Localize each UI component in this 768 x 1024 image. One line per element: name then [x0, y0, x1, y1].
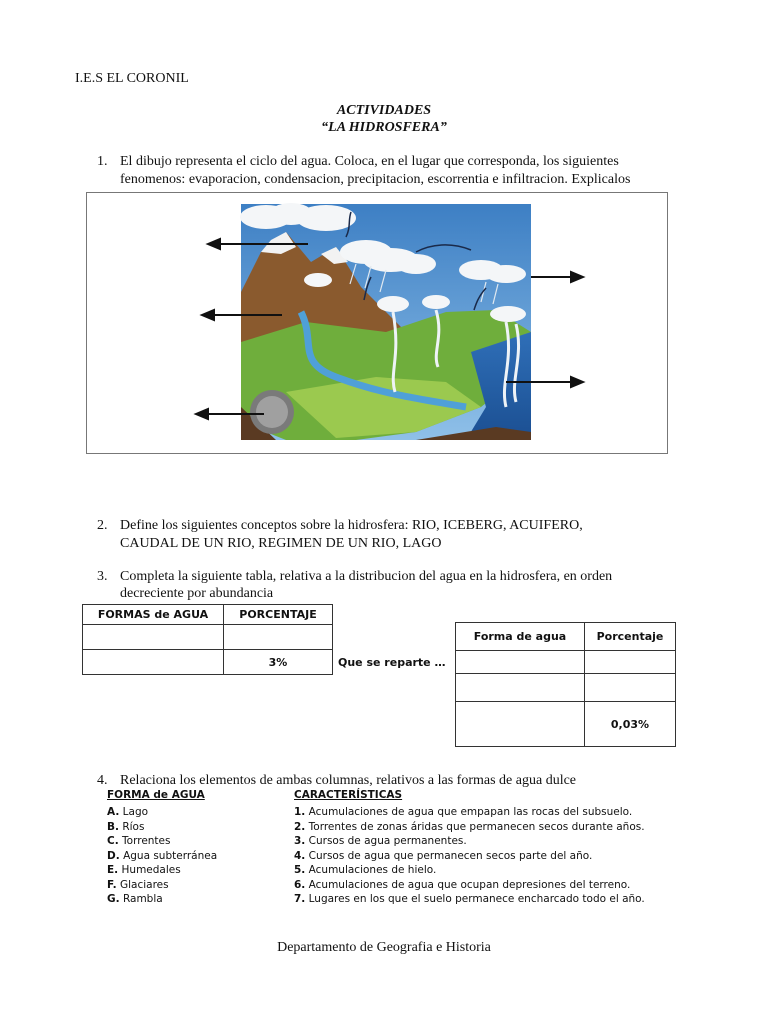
question-2-line-2: CAUDAL DE UN RIO, REGIMEN DE UN RIO, LAGO [120, 536, 442, 551]
school-header: I.E.S EL CORONIL [75, 71, 189, 86]
question-4-number: 4. [97, 773, 108, 788]
characteristic-text: Acumulaciones de agua que empapan las rocas del subsuelo. [308, 806, 633, 818]
matching-right-header: CARACTERÍSTICAS [294, 789, 403, 801]
question-3-number: 3. [97, 569, 108, 584]
question-2-line-1: Define los siguientes conceptos sobre la hidrosfera: RIO, ICEBERG, ACUIFERO, [120, 518, 583, 533]
question-4-line-1: Relaciona los elementos de ambas columnas, relativos a las formas de agua dulce [120, 773, 577, 788]
question-1-line-2: fenomenos: evaporacion, condensacion, precipitacion, escorrentia e infiltracion. Explicalos [120, 172, 631, 187]
characteristic-text: Acumulaciones de agua que ocupan depresiones del terreno. [308, 878, 631, 891]
table2-cell[interactable]: 0,03% [585, 702, 676, 747]
water-form-text: Glaciares [119, 878, 169, 891]
water-form-text: Rambla [122, 893, 163, 905]
question-3-line-2: decreciente por abundancia [120, 586, 274, 601]
table2-header-percentage: Porcentaje [585, 623, 676, 651]
water-form-item [107, 878, 169, 892]
table2-cell[interactable] [585, 651, 676, 674]
table2-cell[interactable] [456, 702, 585, 747]
table1-header-percentage: PORCENTAJE [224, 605, 333, 625]
characteristic-item [294, 820, 645, 834]
table1-cell[interactable]: 3% [224, 650, 333, 675]
characteristic-text: Cursos de agua que permanecen secos parte del año. [308, 849, 593, 862]
water-form-item [107, 805, 148, 819]
question-2-number: 2. [97, 518, 108, 533]
matching-left-header: FORMA de AGUA [107, 789, 205, 801]
water-form-item [107, 849, 217, 863]
question-1-line-1: El dibujo representa el ciclo del agua. Coloca, en el lugar que corresponda, los siguientes [120, 154, 619, 169]
water-form-item [107, 820, 144, 834]
water-form-text: Humedales [121, 864, 181, 876]
characteristic-key: 5. [294, 864, 306, 876]
characteristic-key: 6. [294, 878, 306, 891]
characteristic-key: 3. [294, 835, 306, 847]
water-form-key: E. [107, 864, 119, 876]
table1-header-forms: FORMAS de AGUA [83, 605, 224, 625]
characteristic-item [294, 849, 592, 863]
water-form-item [107, 834, 170, 848]
footer-department: Departamento de Geografia e Historia [277, 940, 491, 955]
water-distribution-table [455, 622, 676, 747]
table2-cell[interactable] [456, 651, 585, 674]
table2-cell[interactable] [585, 674, 676, 702]
characteristic-item [294, 805, 632, 819]
water-form-text: Ríos [122, 820, 145, 833]
water-form-text: Agua subterránea [123, 849, 218, 862]
table1-cell[interactable] [83, 650, 224, 675]
characteristic-text: Lugares en los que el suelo permanece encharcado todo el año. [308, 893, 645, 905]
characteristic-key: 7. [294, 893, 306, 905]
characteristic-text: Cursos de agua permanentes. [308, 835, 467, 847]
water-form-key: F. [107, 878, 117, 891]
water-forms-table [82, 604, 333, 675]
water-form-item [107, 863, 181, 877]
characteristic-item [294, 878, 630, 892]
table1-cell[interactable] [224, 625, 333, 650]
water-form-key: D. [107, 849, 120, 862]
characteristic-text: Torrentes de zonas áridas que permanecen secos durante años. [308, 820, 645, 833]
characteristic-text: Acumulaciones de hielo. [308, 864, 437, 876]
characteristic-item [294, 892, 645, 906]
water-form-text: Lago [122, 806, 149, 818]
water-form-item [107, 892, 163, 906]
characteristic-key: 2. [294, 820, 306, 833]
water-form-key: G. [107, 893, 120, 905]
water-form-key: B. [107, 820, 119, 833]
water-form-key: A. [107, 806, 120, 818]
characteristic-key: 1. [294, 806, 306, 818]
water-form-key: C. [107, 835, 119, 847]
table2-cell[interactable] [456, 674, 585, 702]
title-activities: ACTIVIDADES [336, 103, 432, 118]
characteristic-item [294, 834, 467, 848]
table1-cell[interactable] [83, 625, 224, 650]
question-1-number: 1. [97, 154, 108, 169]
characteristic-item [294, 863, 436, 877]
water-cycle-illustration [86, 192, 668, 454]
distributed-label: Que se reparte … [338, 656, 446, 669]
water-form-text: Torrentes [122, 835, 171, 847]
title-hydrosphere: “LA HIDROSFERA” [321, 120, 447, 135]
question-3-line-1: Completa la siguiente tabla, relativa a la distribucion del agua en la hidrosfera, en orden [120, 569, 613, 584]
table2-header-form: Forma de agua [456, 623, 585, 651]
characteristic-key: 4. [294, 849, 306, 862]
